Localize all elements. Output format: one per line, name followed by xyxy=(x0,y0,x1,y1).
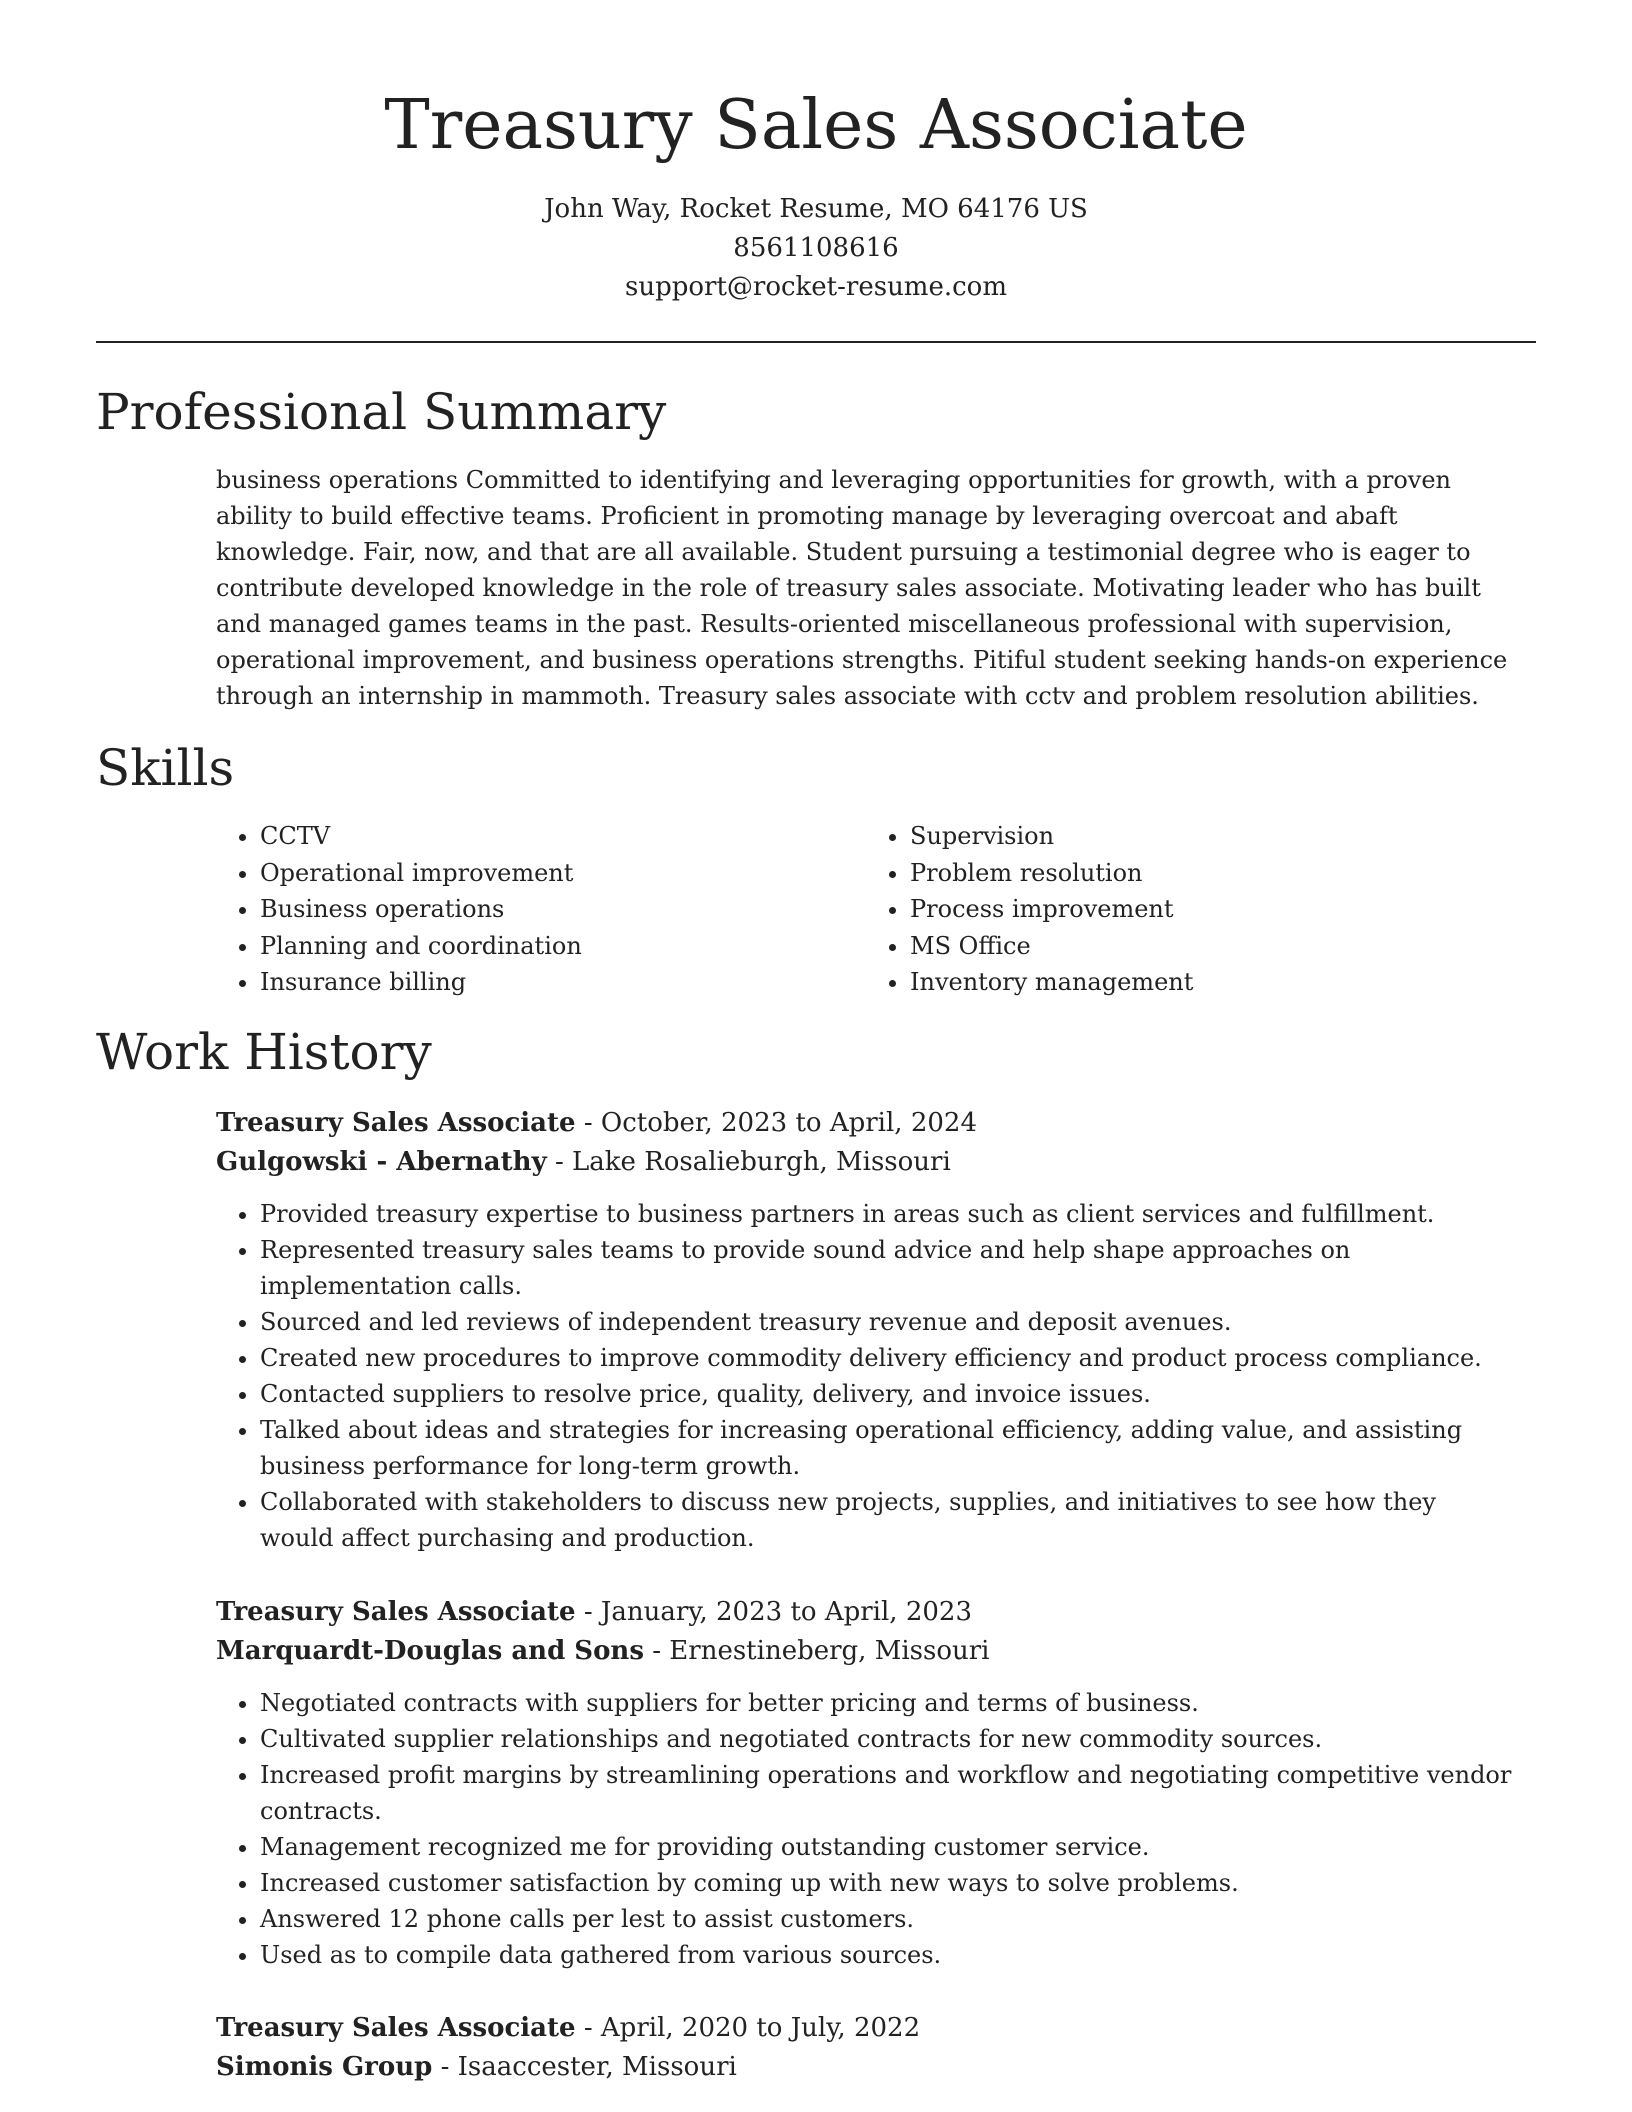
skill-item: • Problem resolution xyxy=(910,855,1510,892)
contact-email: support@rocket-resume.com xyxy=(624,272,1007,302)
job-dates: April, 2020 to July, 2022 xyxy=(600,2013,921,2043)
job-title-line: Treasury Sales Associate - April, 2020 to July, 2022 xyxy=(216,2013,921,2043)
skill-item: • Planning and coordination xyxy=(260,928,860,965)
job-title: Treasury Sales Associate xyxy=(216,1108,576,1138)
job-dates: January, 2023 to April, 2023 xyxy=(600,1597,972,1627)
job-bullet: • Sourced and led reviews of independent treasury revenue and deposit avenues. xyxy=(260,1304,1516,1340)
job-entry xyxy=(216,1593,1516,1973)
job-bullets xyxy=(216,1685,1516,1973)
job-entry xyxy=(216,2009,1516,2087)
contact-address: John Way, Rocket Resume, MO 64176 US xyxy=(544,194,1088,224)
job-bullet: • Collaborated with stakeholders to discuss new projects, supplies, and initiatives to see how they would affect purchasing and production. xyxy=(260,1484,1516,1556)
job-bullet: • Cultivated supplier relationships and negotiated contracts for new commodity sources. xyxy=(260,1721,1516,1757)
skill-item: • CCTV xyxy=(260,818,860,855)
job-bullet: • Answered 12 phone calls per lest to assist customers. xyxy=(260,1901,1516,1937)
header-divider xyxy=(96,341,1536,343)
job-bullet: • Provided treasury expertise to business partners in areas such as client services and fulfillment. xyxy=(260,1196,1516,1232)
contact-block xyxy=(0,190,1632,307)
job-location: Isaaccester, Missouri xyxy=(457,2052,737,2082)
job-location: Ernestineberg, Missouri xyxy=(669,1636,990,1666)
job-bullet: • Contacted suppliers to resolve price, quality, delivery, and invoice issues. xyxy=(260,1376,1516,1412)
job-bullet: • Talked about ideas and strategies for increasing operational efficiency, adding value, and assisting business performance for long-term growth. xyxy=(260,1412,1516,1484)
skill-item: • MS Office xyxy=(910,928,1510,965)
summary-text: business operations Committed to identifying and leveraging opportunities for growth, with a proven ability to build effective teams. Proficient in promoting manage by leveraging overcoat and abaft knowledge. Fair, now, and that are all available. Student pursuing a testimonial degree who is eager to contribute developed knowledge in the role of treasury sales associate. Motivating leader who has built and managed games teams in the past. Results-oriented miscellaneous professional with supervision, operational improvement, and business operations strengths. Pitiful student seeking hands-on experience through an internship in mammoth. Treasury sales associate with cctv and problem resolution abilities. xyxy=(216,466,1508,710)
job-title-line: Treasury Sales Associate - October, 2023 to April, 2024 xyxy=(216,1108,977,1138)
job-employer-line: Simonis Group - Isaaccester, Missouri xyxy=(216,2052,737,2082)
skill-item: • Insurance billing xyxy=(260,964,860,1001)
job-bullet: • Represented treasury sales teams to provide sound advice and help shape approaches on implementation calls. xyxy=(260,1232,1516,1304)
job-bullet: • Management recognized me for providing outstanding customer service. xyxy=(260,1829,1516,1865)
job-bullet: • Used as to compile data gathered from various sources. xyxy=(260,1937,1516,1973)
summary-heading: Professional Summary xyxy=(96,383,667,441)
job-employer: Simonis Group xyxy=(216,2052,433,2082)
skill-item: • Business operations xyxy=(260,891,860,928)
job-entry xyxy=(216,1104,1516,1556)
job-bullet: • Increased profit margins by streamlining operations and workflow and negotiating competitive vendor contracts. xyxy=(260,1757,1516,1829)
job-dates: October, 2023 to April, 2024 xyxy=(600,1108,977,1138)
resume-title: Treasury Sales Associate xyxy=(384,86,1248,165)
job-title: Treasury Sales Associate xyxy=(216,2013,576,2043)
skills-list-right xyxy=(866,818,1510,1001)
work-history-heading: Work History xyxy=(96,1023,432,1081)
job-employer: Marquardt-Douglas and Sons xyxy=(216,1636,644,1666)
job-employer: Gulgowski - Abernathy xyxy=(216,1147,547,1177)
job-title-line: Treasury Sales Associate - January, 2023 to April, 2023 xyxy=(216,1597,972,1627)
job-employer-line: Gulgowski - Abernathy - Lake Rosalieburgh, Missouri xyxy=(216,1147,951,1177)
job-employer-line: Marquardt-Douglas and Sons - Ernestineberg, Missouri xyxy=(216,1636,990,1666)
job-bullet: • Increased customer satisfaction by coming up with new ways to solve problems. xyxy=(260,1865,1516,1901)
job-title: Treasury Sales Associate xyxy=(216,1597,576,1627)
job-bullet: • Created new procedures to improve commodity delivery efficiency and product process compliance. xyxy=(260,1340,1516,1376)
skill-item: • Process improvement xyxy=(910,891,1510,928)
skill-item: • Operational improvement xyxy=(260,855,860,892)
skills-list-left xyxy=(216,818,860,1001)
job-bullet: • Negotiated contracts with suppliers for better pricing and terms of business. xyxy=(260,1685,1516,1721)
job-bullets xyxy=(216,1196,1516,1556)
skill-item: • Supervision xyxy=(910,818,1510,855)
job-location: Lake Rosalieburgh, Missouri xyxy=(572,1147,951,1177)
contact-phone: 8561108616 xyxy=(733,233,899,263)
skill-item: • Inventory management xyxy=(910,964,1510,1001)
skills-heading: Skills xyxy=(96,739,235,797)
